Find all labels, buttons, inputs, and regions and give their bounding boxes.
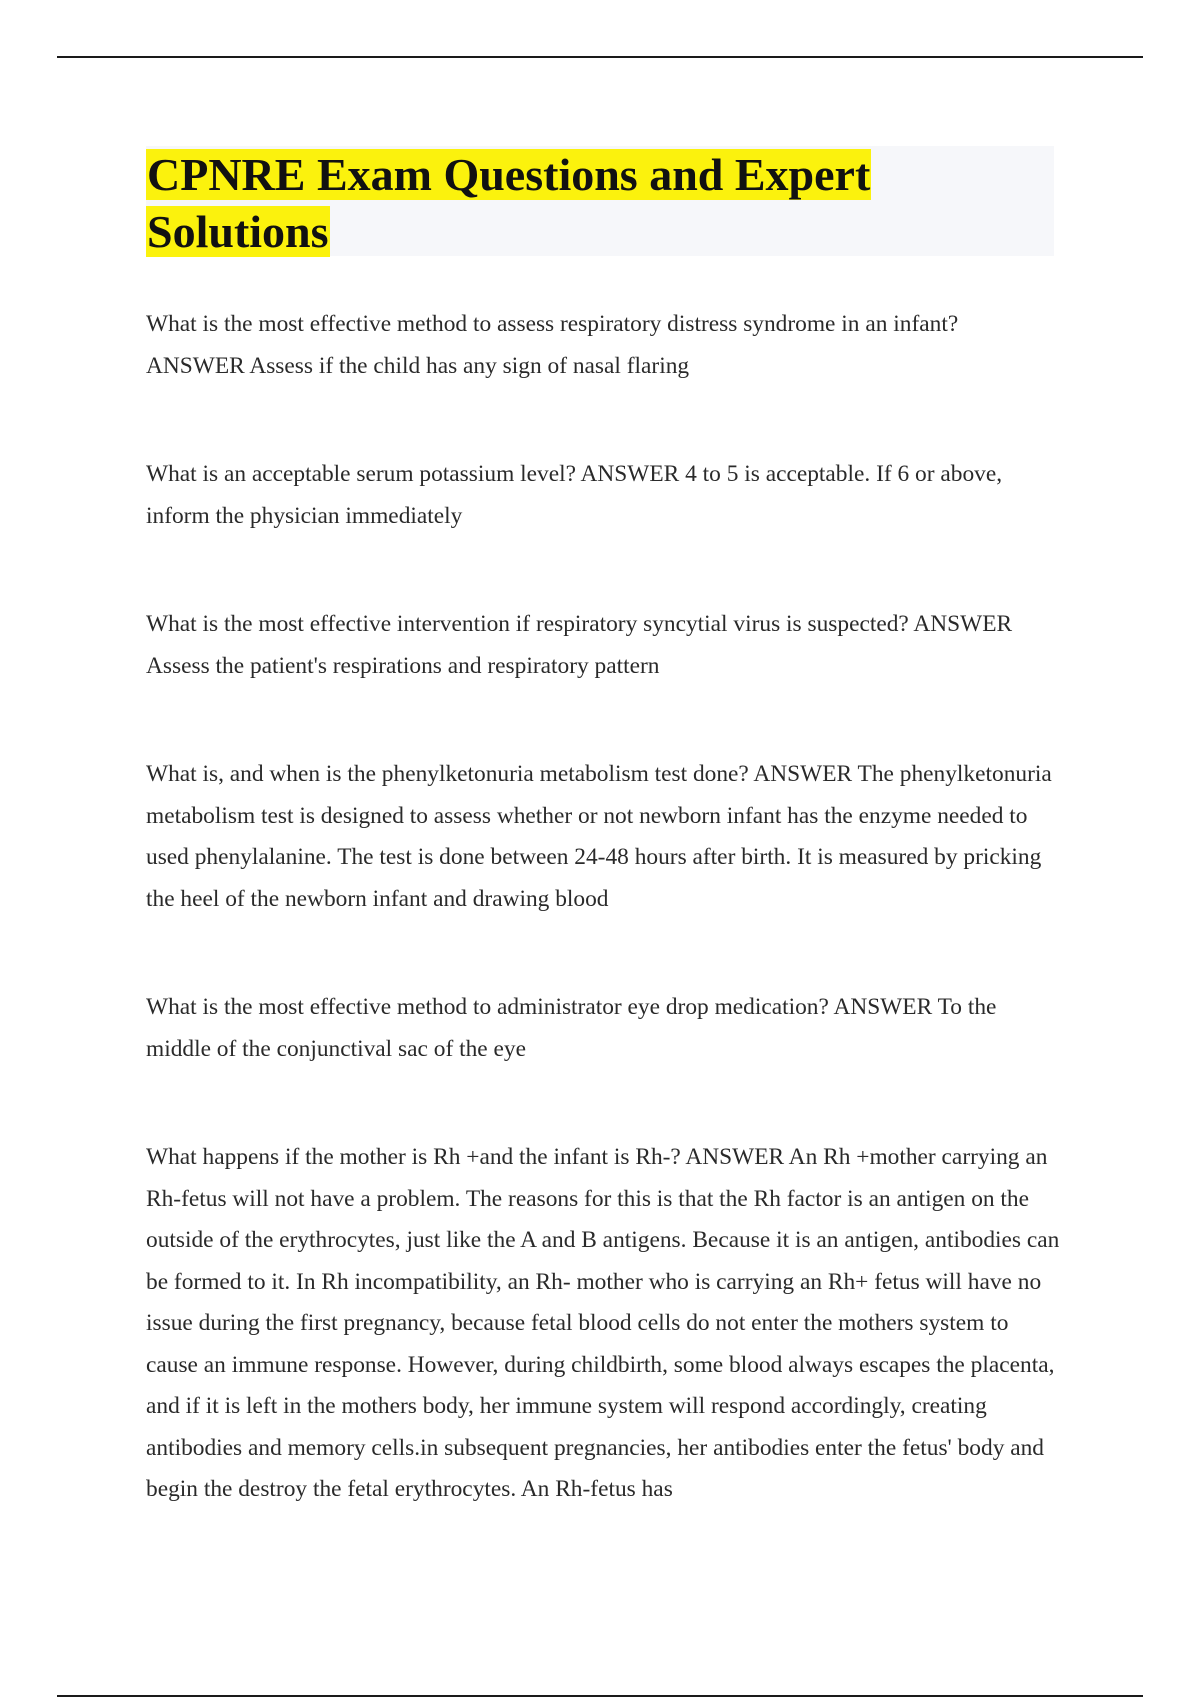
qa-item-6: What happens if the mother is Rh +and the infant is Rh-? ANSWER An Rh +mother carrying an Rh-fetus will not have a problem. The reasons for this is that the Rh factor is an antigen on the outside of the erythrocytes, just like the A and B antigens. Because it is an antigen, antibodies can be formed to it. In Rh incompatibility, an Rh- mother who is carrying an Rh+ fetus will have no issue during the first pregnancy, because fetal blood cells do not enter the mothers system to cause an immune response. However, during childbirth, some blood always escapes the placenta, and if it is left in the mothers body, her immune system will respond accordingly, creating antibodies and memory cells.in subsequent pregnancies, her antibodies enter the fetus' body and begin the destroy the fetal erythrocytes. An Rh-fetus has <box>146 1144 1060 1502</box>
qa-item-2: What is an acceptable serum potassium level? ANSWER 4 to 5 is acceptable. If 6 or above, inform the physician immediately <box>146 461 1003 529</box>
top-divider <box>57 56 1143 58</box>
bottom-divider <box>57 1695 1143 1697</box>
qa-item-5: What is the most effective method to administrator eye drop medication? ANSWER To the middle of the conjunctival sac of the eye <box>146 994 997 1062</box>
title-block <box>146 146 1054 256</box>
qa-list <box>146 304 1061 1511</box>
qa-item-4: What is, and when is the phenylketonuria metabolism test done? ANSWER The phenylketonuria metabolism test is designed to assess whether or not newborn infant has the enzyme needed to used phenylalanine. The test is done between 24-48 hours after birth. It is measured by pricking the heel of the newborn infant and drawing blood <box>146 761 1052 912</box>
qa-item-3: What is the most effective intervention if respiratory syncytial virus is suspected? ANSWER Assess the patient's respirations and respiratory pattern <box>146 611 1013 679</box>
qa-item-1: What is the most effective method to assess respiratory distress syndrome in an infant? ANSWER Assess if the child has any sign of nasal flaring <box>146 311 959 379</box>
title-highlight: CPNRE Exam Questions and Expert Solutions <box>147 149 871 257</box>
document-title <box>146 146 1054 260</box>
